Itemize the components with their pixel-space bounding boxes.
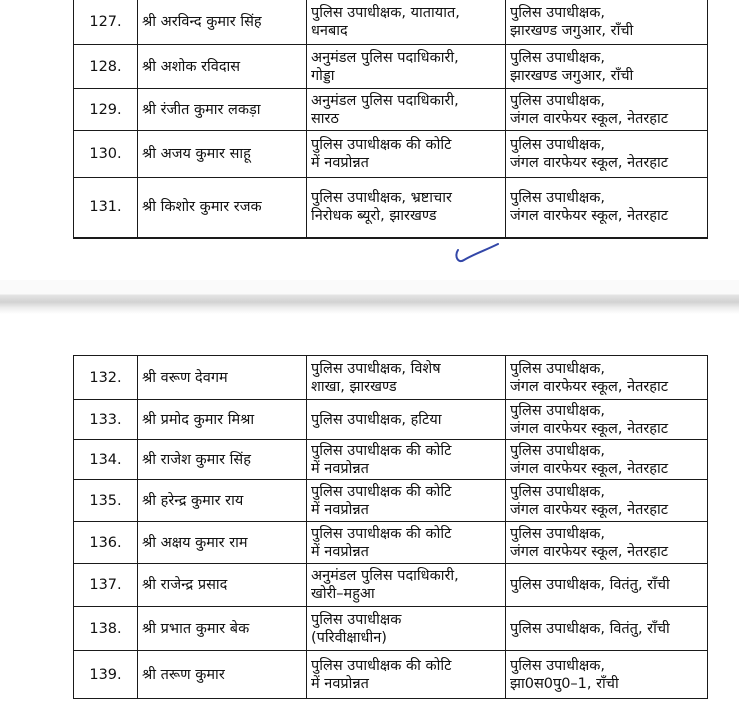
current-posting	[307, 651, 506, 699]
new-posting	[506, 480, 708, 522]
table-row	[74, 651, 708, 699]
serial-number: 138.	[74, 607, 138, 651]
current-posting	[307, 564, 506, 607]
new-posting-line-2: जंगल वारफेयर स्कूल, नेतरहाट	[510, 155, 669, 171]
current-posting-line-1: पुलिस उपाधीक्षक की कोटि	[311, 137, 452, 153]
current-posting	[307, 0, 506, 45]
current-posting	[307, 45, 506, 89]
officer-name: श्री प्रभात कुमार बेक	[138, 607, 307, 651]
current-posting-line-2: धनबाद	[311, 22, 348, 39]
table-row	[74, 45, 708, 89]
serial-number: 137.	[74, 564, 138, 607]
serial-number: 139.	[74, 651, 138, 699]
new-posting	[506, 522, 708, 564]
current-posting-line-1: अनुमंडल पुलिस पदाधिकारी,	[311, 49, 459, 66]
new-posting-line-1: पुलिस उपाधीक्षक, वितंतु, राँची	[510, 577, 670, 593]
current-posting-line-2: सारठ	[311, 110, 339, 127]
current-posting	[307, 480, 506, 522]
officer-name: श्री अरविन्द कुमार सिंह	[138, 0, 307, 45]
current-posting-line-1: पुलिस उपाधीक्षक की कोटि	[311, 657, 452, 674]
serial-number: 130.	[74, 131, 138, 178]
new-posting-line-1: पुलिस उपाधीक्षक,	[510, 442, 605, 459]
table-row	[74, 356, 708, 400]
current-posting	[307, 356, 506, 400]
current-posting-line-2: (परिवीक्षाधीन)	[311, 629, 387, 646]
current-posting-line-2: में नवप्रोन्नत	[311, 543, 369, 560]
table-row	[74, 522, 708, 564]
current-posting-line-2: गोड्डा	[311, 67, 335, 84]
new-posting	[506, 131, 708, 178]
new-posting-line-2: जंगल वारफेयर स्कूल, नेतरहाट	[510, 378, 669, 395]
current-posting-line-2: निरोधक ब्यूरो, झारखण्ड	[311, 208, 437, 225]
posting-table-top	[73, 0, 708, 239]
current-posting-line-1: पुलिस उपाधीक्षक की कोटि	[311, 483, 452, 500]
officer-name: श्री अजय कुमार साहू	[138, 131, 307, 178]
officer-name: श्री हरेन्द्र कुमार राय	[138, 480, 307, 522]
officer-name: श्री राजेन्द्र प्रसाद	[138, 564, 307, 607]
new-posting-line-1: पुलिस उपाधीक्षक,	[510, 525, 605, 542]
new-posting	[506, 178, 708, 238]
table-row	[74, 400, 708, 440]
current-posting-line-2: में नवप्रोन्नत	[311, 501, 369, 518]
current-posting	[307, 89, 506, 131]
new-posting-line-1: पुलिस उपाधीक्षक,	[510, 657, 605, 674]
new-posting	[506, 0, 708, 45]
current-posting	[307, 400, 506, 440]
document-page-top	[0, 0, 739, 280]
new-posting-line-1: पुलिस उपाधीक्षक,	[510, 92, 605, 109]
new-posting-line-2: जंगल वारफेयर स्कूल, नेतरहाट	[510, 208, 669, 225]
current-posting-line-1: अनुमंडल पुलिस पदाधिकारी,	[311, 568, 459, 584]
new-posting-line-2: जंगल वारफेयर स्कूल, नेतरहाट	[510, 110, 669, 127]
posting-table-bottom	[73, 355, 708, 699]
officer-name: श्री अक्षय कुमार राम	[138, 522, 307, 564]
new-posting-line-1: पुलिस उपाधीक्षक,	[510, 360, 605, 377]
current-posting	[307, 178, 506, 238]
current-posting-line-1: पुलिस उपाधीक्षक, यातायात,	[311, 4, 460, 21]
new-posting	[506, 356, 708, 400]
current-posting-line-1: पुलिस उपाधीक्षक, विशेष	[311, 360, 441, 377]
page-break	[0, 280, 739, 340]
current-posting-line-1: पुलिस उपाधीक्षक की कोटि	[311, 442, 452, 459]
new-posting-line-2: जंगल वारफेयर स्कूल, नेतरहाट	[510, 460, 669, 477]
new-posting	[506, 607, 708, 651]
new-posting-line-1: पुलिस उपाधीक्षक,	[510, 4, 605, 21]
current-posting-line-1: अनुमंडल पुलिस पदाधिकारी,	[311, 92, 459, 109]
new-posting-line-1: पुलिस उपाधीक्षक,	[510, 137, 605, 153]
new-posting	[506, 440, 708, 480]
new-posting-line-1: पुलिस उपाधीक्षक,	[510, 49, 605, 66]
serial-number: 136.	[74, 522, 138, 564]
current-posting-line-1: पुलिस उपाधीक्षक, भ्रष्टाचार	[311, 190, 452, 207]
new-posting-line-1: पुलिस उपाधीक्षक,	[510, 190, 605, 207]
current-posting	[307, 131, 506, 178]
serial-number: 135.	[74, 480, 138, 522]
current-posting	[307, 440, 506, 480]
table-row	[74, 0, 708, 45]
new-posting	[506, 651, 708, 699]
new-posting-line-1: पुलिस उपाधीक्षक, वितंतु, राँची	[510, 620, 670, 637]
table-row	[74, 440, 708, 480]
new-posting-line-2: झारखण्ड जगुआर, राँची	[510, 22, 634, 39]
officer-name: श्री राजेश कुमार सिंह	[138, 440, 307, 480]
officer-name: श्री वरूण देवगम	[138, 356, 307, 400]
new-posting-line-2: जंगल वारफेयर स्कूल, नेतरहाट	[510, 420, 669, 437]
new-posting-line-2: जंगल वारफेयर स्कूल, नेतरहाट	[510, 501, 669, 518]
current-posting-line-2: खोरी–महुआ	[311, 586, 375, 602]
new-posting-line-1: पुलिस उपाधीक्षक,	[510, 402, 605, 419]
current-posting-line-2: में नवप्रोन्नत	[311, 155, 369, 171]
current-posting-line-2: शाखा, झारखण्ड	[311, 378, 397, 395]
table-row	[74, 178, 708, 238]
new-posting	[506, 89, 708, 131]
serial-number: 128.	[74, 45, 138, 89]
new-posting	[506, 400, 708, 440]
table-row	[74, 564, 708, 607]
serial-number: 132.	[74, 356, 138, 400]
table-row	[74, 480, 708, 522]
officer-name: श्री प्रमोद कुमार मिश्रा	[138, 400, 307, 440]
officer-name: श्री किशोर कुमार रजक	[138, 178, 307, 238]
serial-number: 133.	[74, 400, 138, 440]
serial-number: 129.	[74, 89, 138, 131]
officer-name: श्री रंजीत कुमार लकड़ा	[138, 89, 307, 131]
table-row	[74, 131, 708, 178]
serial-number: 127.	[74, 0, 138, 45]
new-posting-line-2: झारखण्ड जगुआर, राँची	[510, 67, 634, 84]
current-posting-line-2: में नवप्रोन्नत	[311, 675, 369, 692]
officer-name: श्री अशोक रविदास	[138, 45, 307, 89]
new-posting	[506, 45, 708, 89]
current-posting-line-1: पुलिस उपाधीक्षक, हटिया	[311, 411, 442, 428]
current-posting-line-1: पुलिस उपाधीक्षक की कोटि	[311, 525, 452, 542]
new-posting-line-2: जंगल वारफेयर स्कूल, नेतरहाट	[510, 543, 669, 560]
serial-number: 131.	[74, 178, 138, 238]
new-posting	[506, 564, 708, 607]
new-posting-line-1: पुलिस उपाधीक्षक,	[510, 483, 605, 500]
current-posting-line-2: में नवप्रोन्नत	[311, 460, 369, 477]
current-posting-line-1: पुलिस उपाधीक्षक	[311, 611, 402, 628]
officer-name: श्री तरूण कुमार	[138, 651, 307, 699]
table-row	[74, 89, 708, 131]
serial-number: 134.	[74, 440, 138, 480]
table-row	[74, 607, 708, 651]
new-posting-line-2: झा0स0पु0–1, राँची	[510, 675, 619, 692]
ink-tick-mark	[452, 240, 502, 266]
current-posting	[307, 607, 506, 651]
current-posting	[307, 522, 506, 564]
